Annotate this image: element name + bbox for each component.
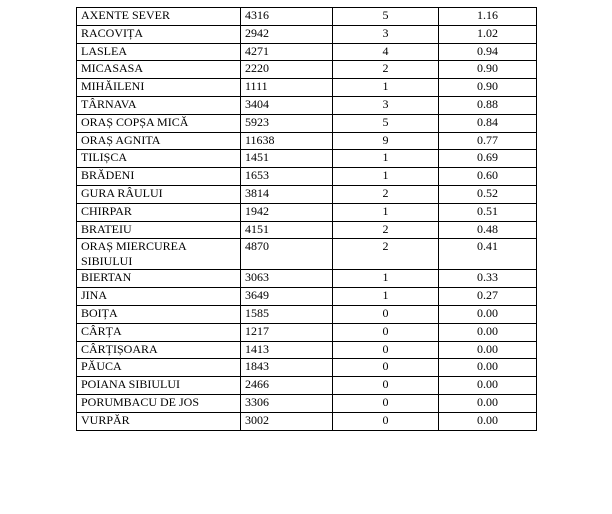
locality-name-cell: JINA <box>77 288 241 306</box>
table-row <box>77 394 537 412</box>
count-cell: 2 <box>333 239 439 270</box>
table-row <box>77 43 537 61</box>
locality-name-cell: ORAȘ AGNITA <box>77 132 241 150</box>
locality-name-cell: PĂUCA <box>77 359 241 377</box>
population-cell: 1451 <box>241 150 333 168</box>
rate-cell: 0.90 <box>439 79 537 97</box>
count-cell: 0 <box>333 341 439 359</box>
table-row <box>77 150 537 168</box>
locality-name-cell: MIHĂILENI <box>77 79 241 97</box>
table-row <box>77 132 537 150</box>
count-cell: 5 <box>333 8 439 26</box>
table-row <box>77 412 537 430</box>
table-row <box>77 359 537 377</box>
count-cell: 0 <box>333 412 439 430</box>
count-cell: 1 <box>333 150 439 168</box>
locality-name-cell: BIERTAN <box>77 270 241 288</box>
rate-cell: 0.88 <box>439 96 537 114</box>
data-table <box>76 7 537 431</box>
locality-name-cell: TÂRNAVA <box>77 96 241 114</box>
rate-cell: 0.48 <box>439 221 537 239</box>
locality-name-cell: BRĂDENI <box>77 168 241 186</box>
count-cell: 2 <box>333 185 439 203</box>
table-body <box>77 8 537 431</box>
population-cell: 2942 <box>241 25 333 43</box>
locality-name-cell: CÂRȚIȘOARA <box>77 341 241 359</box>
rate-cell: 0.94 <box>439 43 537 61</box>
locality-name-cell: MICASASA <box>77 61 241 79</box>
population-cell: 3814 <box>241 185 333 203</box>
table-row <box>77 221 537 239</box>
locality-name-cell: RACOVIȚA <box>77 25 241 43</box>
population-cell: 1217 <box>241 323 333 341</box>
rate-cell: 0.52 <box>439 185 537 203</box>
population-cell: 5923 <box>241 114 333 132</box>
table-row <box>77 114 537 132</box>
rate-cell: 0.00 <box>439 394 537 412</box>
count-cell: 1 <box>333 168 439 186</box>
table-row <box>77 96 537 114</box>
table-row <box>77 239 537 270</box>
rate-cell: 0.33 <box>439 270 537 288</box>
count-cell: 3 <box>333 25 439 43</box>
rate-cell: 0.84 <box>439 114 537 132</box>
population-cell: 4151 <box>241 221 333 239</box>
table-row <box>77 341 537 359</box>
rate-cell: 0.27 <box>439 288 537 306</box>
locality-name-cell: AXENTE SEVER <box>77 8 241 26</box>
locality-name-cell: ORAȘ COPȘA MICĂ <box>77 114 241 132</box>
table-row <box>77 79 537 97</box>
locality-name-cell: BOIȚA <box>77 305 241 323</box>
table-row <box>77 203 537 221</box>
population-cell: 1942 <box>241 203 333 221</box>
rate-cell: 1.16 <box>439 8 537 26</box>
locality-name-cell: POIANA SIBIULUI <box>77 377 241 395</box>
count-cell: 9 <box>333 132 439 150</box>
rate-cell: 0.77 <box>439 132 537 150</box>
count-cell: 0 <box>333 305 439 323</box>
locality-name-cell: VURPĂR <box>77 412 241 430</box>
population-cell: 3002 <box>241 412 333 430</box>
population-cell: 1843 <box>241 359 333 377</box>
rate-cell: 0.00 <box>439 323 537 341</box>
count-cell: 3 <box>333 96 439 114</box>
count-cell: 0 <box>333 377 439 395</box>
rate-cell: 0.00 <box>439 412 537 430</box>
table-row <box>77 185 537 203</box>
locality-name-cell: BRATEIU <box>77 221 241 239</box>
table-row <box>77 8 537 26</box>
rate-cell: 0.51 <box>439 203 537 221</box>
table-row <box>77 61 537 79</box>
count-cell: 2 <box>333 61 439 79</box>
population-cell: 11638 <box>241 132 333 150</box>
table-row <box>77 305 537 323</box>
locality-name-cell: CHIRPAR <box>77 203 241 221</box>
locality-name-cell: TILIȘCA <box>77 150 241 168</box>
count-cell: 4 <box>333 43 439 61</box>
rate-cell: 0.90 <box>439 61 537 79</box>
count-cell: 1 <box>333 79 439 97</box>
count-cell: 0 <box>333 394 439 412</box>
count-cell: 0 <box>333 359 439 377</box>
population-cell: 1653 <box>241 168 333 186</box>
table-row <box>77 270 537 288</box>
count-cell: 1 <box>333 203 439 221</box>
rate-cell: 0.60 <box>439 168 537 186</box>
locality-name-cell: CÂRȚA <box>77 323 241 341</box>
population-cell: 3306 <box>241 394 333 412</box>
rate-cell: 0.41 <box>439 239 537 270</box>
population-cell: 3649 <box>241 288 333 306</box>
rate-cell: 0.00 <box>439 305 537 323</box>
table-row <box>77 168 537 186</box>
count-cell: 5 <box>333 114 439 132</box>
population-cell: 3063 <box>241 270 333 288</box>
rate-cell: 1.02 <box>439 25 537 43</box>
count-cell: 1 <box>333 270 439 288</box>
population-cell: 3404 <box>241 96 333 114</box>
locality-name-cell: LASLEA <box>77 43 241 61</box>
population-cell: 1413 <box>241 341 333 359</box>
population-cell: 1111 <box>241 79 333 97</box>
table-row <box>77 288 537 306</box>
rate-cell: 0.00 <box>439 341 537 359</box>
rate-cell: 0.00 <box>439 377 537 395</box>
table-row <box>77 25 537 43</box>
locality-name-cell: GURA RÂULUI <box>77 185 241 203</box>
rate-cell: 0.00 <box>439 359 537 377</box>
rate-cell: 0.69 <box>439 150 537 168</box>
locality-name-cell: PORUMBACU DE JOS <box>77 394 241 412</box>
population-cell: 4316 <box>241 8 333 26</box>
population-cell: 1585 <box>241 305 333 323</box>
table-row <box>77 323 537 341</box>
count-cell: 2 <box>333 221 439 239</box>
locality-name-cell: ORAȘ MIERCUREA SIBIULUI <box>77 239 241 270</box>
population-cell: 2466 <box>241 377 333 395</box>
count-cell: 1 <box>333 288 439 306</box>
table-row <box>77 377 537 395</box>
population-cell: 2220 <box>241 61 333 79</box>
population-cell: 4870 <box>241 239 333 270</box>
count-cell: 0 <box>333 323 439 341</box>
population-cell: 4271 <box>241 43 333 61</box>
